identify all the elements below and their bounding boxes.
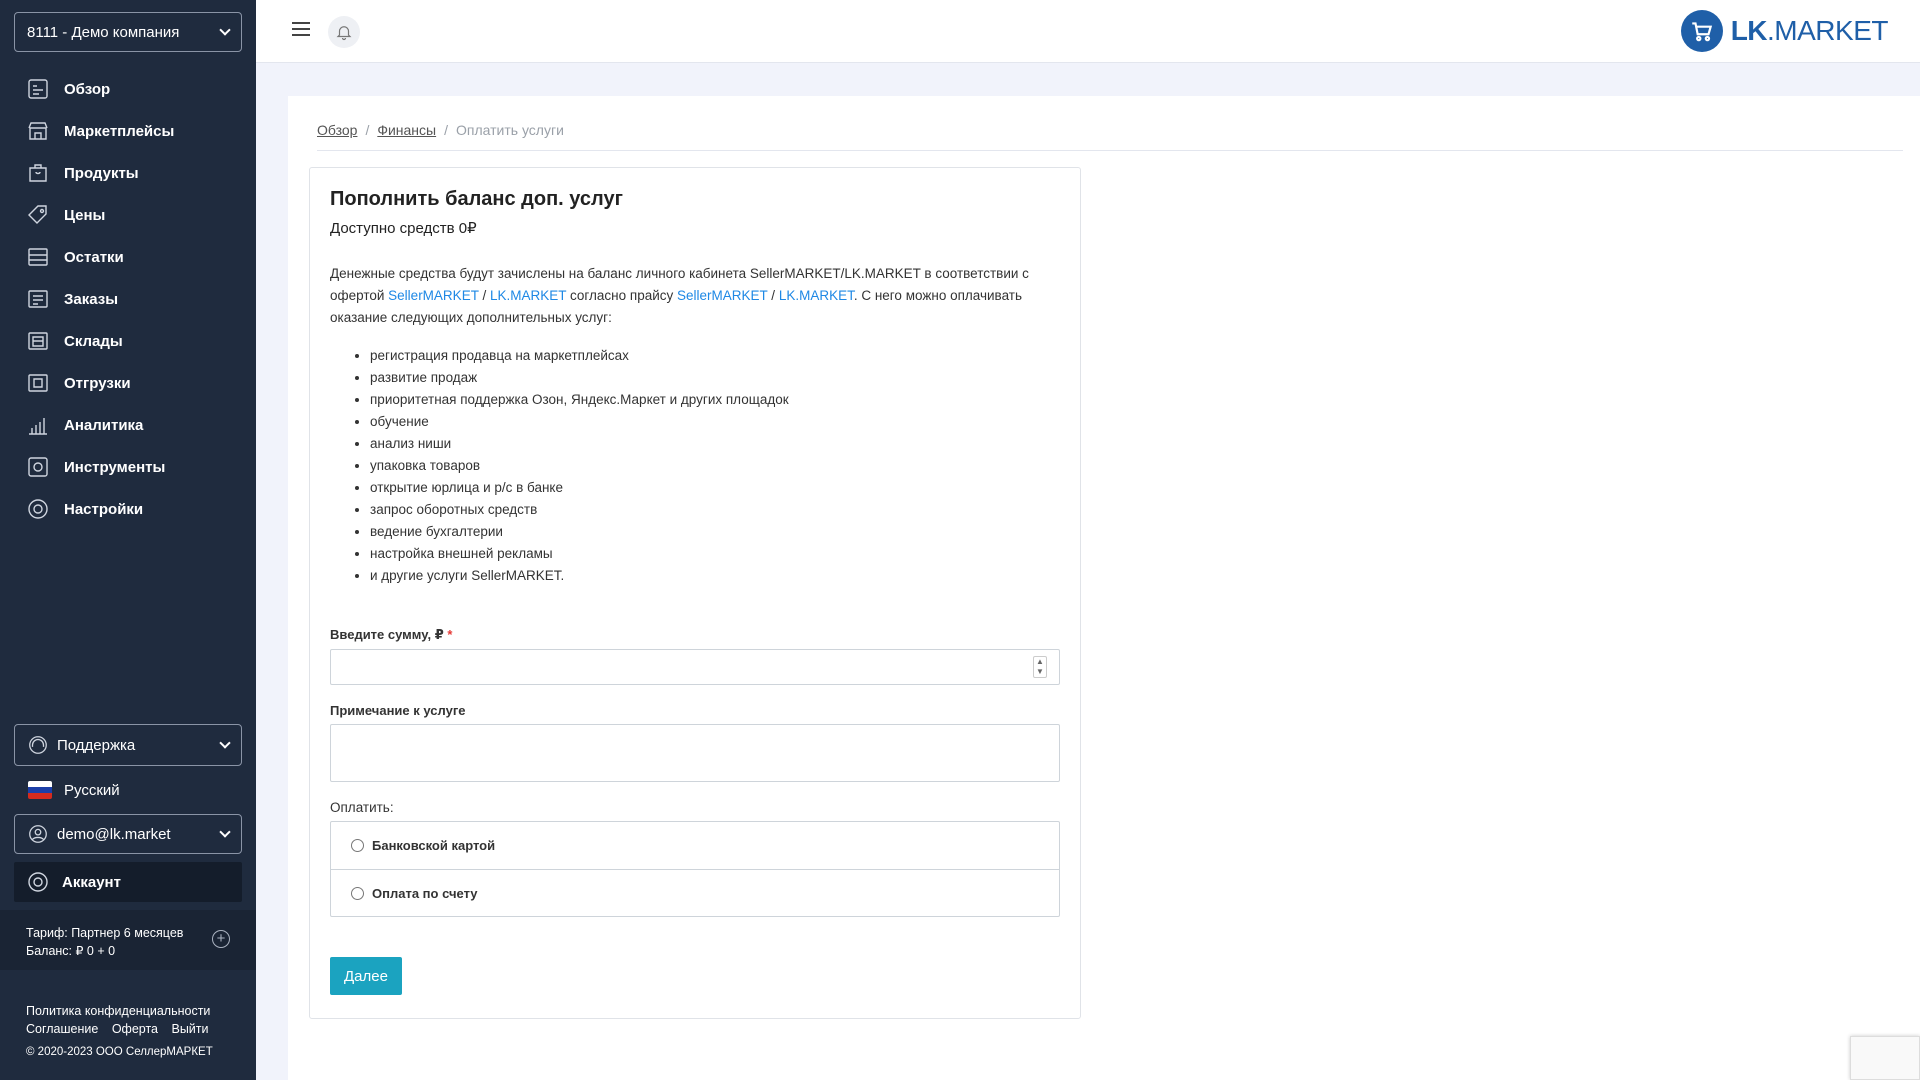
breadcrumb-current: Оплатить услуги bbox=[456, 122, 564, 138]
sidebar-item-label: Обзор bbox=[64, 80, 111, 98]
add-balance-icon[interactable]: + bbox=[212, 930, 230, 948]
cart-icon bbox=[1681, 10, 1723, 52]
sidebar bbox=[0, 0, 256, 1080]
settings-icon bbox=[26, 497, 50, 521]
sidebar-item-shipments[interactable] bbox=[0, 362, 256, 404]
amount-input[interactable] bbox=[330, 649, 1060, 685]
sidebar-item-orders[interactable] bbox=[0, 278, 256, 320]
next-button[interactable]: Далее bbox=[330, 957, 402, 995]
chevron-down-icon bbox=[219, 737, 230, 748]
chevron-down-icon bbox=[219, 24, 230, 35]
note-textarea[interactable] bbox=[330, 724, 1060, 782]
tariff-panel bbox=[0, 910, 256, 970]
sidebar-item-label: Заказы bbox=[64, 290, 119, 308]
recaptcha-badge[interactable] bbox=[1850, 1036, 1920, 1080]
sidebar-item-analytics[interactable] bbox=[0, 404, 256, 446]
divider bbox=[317, 150, 1903, 151]
list-item: • анализ ниши bbox=[370, 433, 1060, 455]
marketplace-icon bbox=[26, 119, 50, 143]
payment-option-label: Оплата по счету bbox=[372, 885, 478, 901]
payment-option-invoice[interactable] bbox=[331, 869, 1059, 916]
list-item: • ведение бухгалтерии bbox=[370, 521, 1060, 543]
payment-options bbox=[330, 821, 1060, 917]
company-select[interactable] bbox=[14, 12, 242, 52]
user-email: demo@lk.market bbox=[57, 825, 171, 843]
seller-offer-link[interactable]: SellerMARKET bbox=[388, 288, 479, 303]
payment-option-card[interactable] bbox=[331, 822, 1059, 869]
available-funds: Доступно средств 0₽ bbox=[330, 220, 477, 237]
tariff-text: Тариф: Партнер 6 месяцев bbox=[26, 926, 184, 940]
list-item: • регистрация продавца на маркетплейсах bbox=[370, 345, 1060, 367]
headset-icon bbox=[27, 734, 49, 756]
sidebar-item-warehouses[interactable] bbox=[0, 320, 256, 362]
account-link[interactable] bbox=[14, 862, 242, 902]
sidebar-item-label: Аналитика bbox=[64, 416, 144, 434]
sidebar-item-prices[interactable] bbox=[0, 194, 256, 236]
logo[interactable] bbox=[1681, 10, 1888, 52]
list-item: • и другие услуги SellerMARKET. bbox=[370, 565, 1060, 587]
analytics-icon bbox=[26, 413, 50, 437]
language-label: Русский bbox=[64, 781, 120, 799]
topbar bbox=[256, 0, 1920, 63]
sidebar-item-label: Цены bbox=[64, 206, 106, 224]
breadcrumb-separator: / bbox=[444, 122, 448, 138]
services-list bbox=[330, 345, 1060, 587]
radio-button[interactable] bbox=[351, 839, 364, 852]
sidebar-item-stock[interactable] bbox=[0, 236, 256, 278]
sidebar-item-label: Склады bbox=[64, 332, 123, 350]
sidebar-item-overview[interactable] bbox=[0, 68, 256, 110]
shipments-icon bbox=[26, 371, 50, 395]
number-stepper-icon[interactable]: ▲ ▼ bbox=[1033, 656, 1047, 678]
card-title: Пополнить баланс доп. услуг bbox=[330, 188, 623, 210]
sidebar-item-label: Продукты bbox=[64, 164, 139, 182]
list-item: • приоритетная поддержка Озон, Яндекс.Маркет и других площадок bbox=[370, 389, 1060, 411]
russia-flag-icon bbox=[28, 781, 52, 799]
main-content bbox=[288, 96, 1920, 1080]
balance-text: Баланс: ₽ 0 + 0 bbox=[26, 944, 116, 958]
support-select[interactable] bbox=[14, 724, 242, 766]
sidebar-nav bbox=[0, 68, 256, 530]
company-name: 8111 - Демо компания bbox=[27, 23, 180, 41]
list-item: • запрос оборотных средств bbox=[370, 499, 1060, 521]
sidebar-item-tools[interactable] bbox=[0, 446, 256, 488]
privacy-link[interactable]: Политика конфиденциальности bbox=[26, 1004, 211, 1018]
description: Денежные средства будут зачислены на баланс личного кабинета SellerMARKET/LK.MARKET в соответствии с офертой SellerMARKET / LK.MARKET согласно прайсу SellerMARKET / LK.MARKET. С него можно оплачивать оказание следующих дополнительных услуг: bbox=[330, 266, 1029, 325]
menu-icon[interactable] bbox=[292, 22, 310, 36]
sidebar-item-marketplaces[interactable] bbox=[0, 110, 256, 152]
required-marker: * bbox=[447, 627, 453, 642]
breadcrumb bbox=[317, 122, 564, 138]
sidebar-item-products[interactable] bbox=[0, 152, 256, 194]
topup-card bbox=[309, 167, 1081, 1019]
list-item: • упаковка товаров bbox=[370, 455, 1060, 477]
stock-icon bbox=[26, 245, 50, 269]
footer-links bbox=[26, 1002, 220, 1038]
price-tag-icon bbox=[26, 203, 50, 227]
agreement-link[interactable]: Соглашение bbox=[26, 1022, 99, 1036]
payment-label: Оплатить: bbox=[330, 800, 394, 815]
list-item: • открытие юрлица и р/с в банке bbox=[370, 477, 1060, 499]
list-item: • обучение bbox=[370, 411, 1060, 433]
notifications-button[interactable] bbox=[328, 16, 360, 48]
user-icon bbox=[27, 823, 49, 845]
language-switcher[interactable] bbox=[28, 778, 120, 802]
sidebar-item-label: Остатки bbox=[64, 248, 124, 266]
copyright: © 2020-2023 ООО СеллерМАРКЕТ bbox=[26, 1046, 213, 1058]
sidebar-item-label: Настройки bbox=[64, 500, 144, 518]
note-label: Примечание к услуге bbox=[330, 703, 466, 718]
payment-option-label: Банковской картой bbox=[372, 838, 496, 853]
logout-link[interactable]: Выйти bbox=[171, 1022, 209, 1036]
overview-icon bbox=[26, 77, 50, 101]
account-icon bbox=[26, 870, 50, 894]
list-item: • настройка внешней рекламы bbox=[370, 543, 1060, 565]
amount-label: Введите сумму, ₽ * bbox=[330, 627, 453, 642]
breadcrumb-overview[interactable]: Обзор bbox=[317, 122, 358, 138]
lk-price-link[interactable]: LK.MARKET bbox=[778, 288, 854, 303]
breadcrumb-finance[interactable]: Финансы bbox=[377, 122, 437, 138]
tools-icon bbox=[26, 455, 50, 479]
user-select[interactable] bbox=[14, 814, 242, 854]
logo-text: LK.MARKET bbox=[1730, 15, 1888, 46]
bell-icon bbox=[335, 23, 353, 41]
sidebar-item-label: Инструменты bbox=[64, 458, 166, 476]
breadcrumb-separator: / bbox=[365, 122, 370, 138]
support-label: Поддержка bbox=[57, 736, 136, 754]
radio-button[interactable] bbox=[351, 887, 364, 900]
list-item: • развитие продаж bbox=[370, 367, 1060, 389]
sidebar-item-label: Маркетплейсы bbox=[64, 122, 175, 140]
products-icon bbox=[26, 161, 50, 185]
offer-link[interactable]: Оферта bbox=[111, 1022, 158, 1036]
lk-offer-link[interactable]: LK.MARKET bbox=[489, 288, 567, 303]
orders-icon bbox=[26, 287, 50, 311]
sidebar-item-settings[interactable] bbox=[0, 488, 256, 530]
warehouse-icon bbox=[26, 329, 50, 353]
seller-price-link[interactable]: SellerMARKET bbox=[677, 288, 768, 303]
account-label: Аккаунт bbox=[62, 873, 121, 891]
sidebar-item-label: Отгрузки bbox=[64, 374, 131, 392]
chevron-down-icon bbox=[219, 826, 230, 837]
